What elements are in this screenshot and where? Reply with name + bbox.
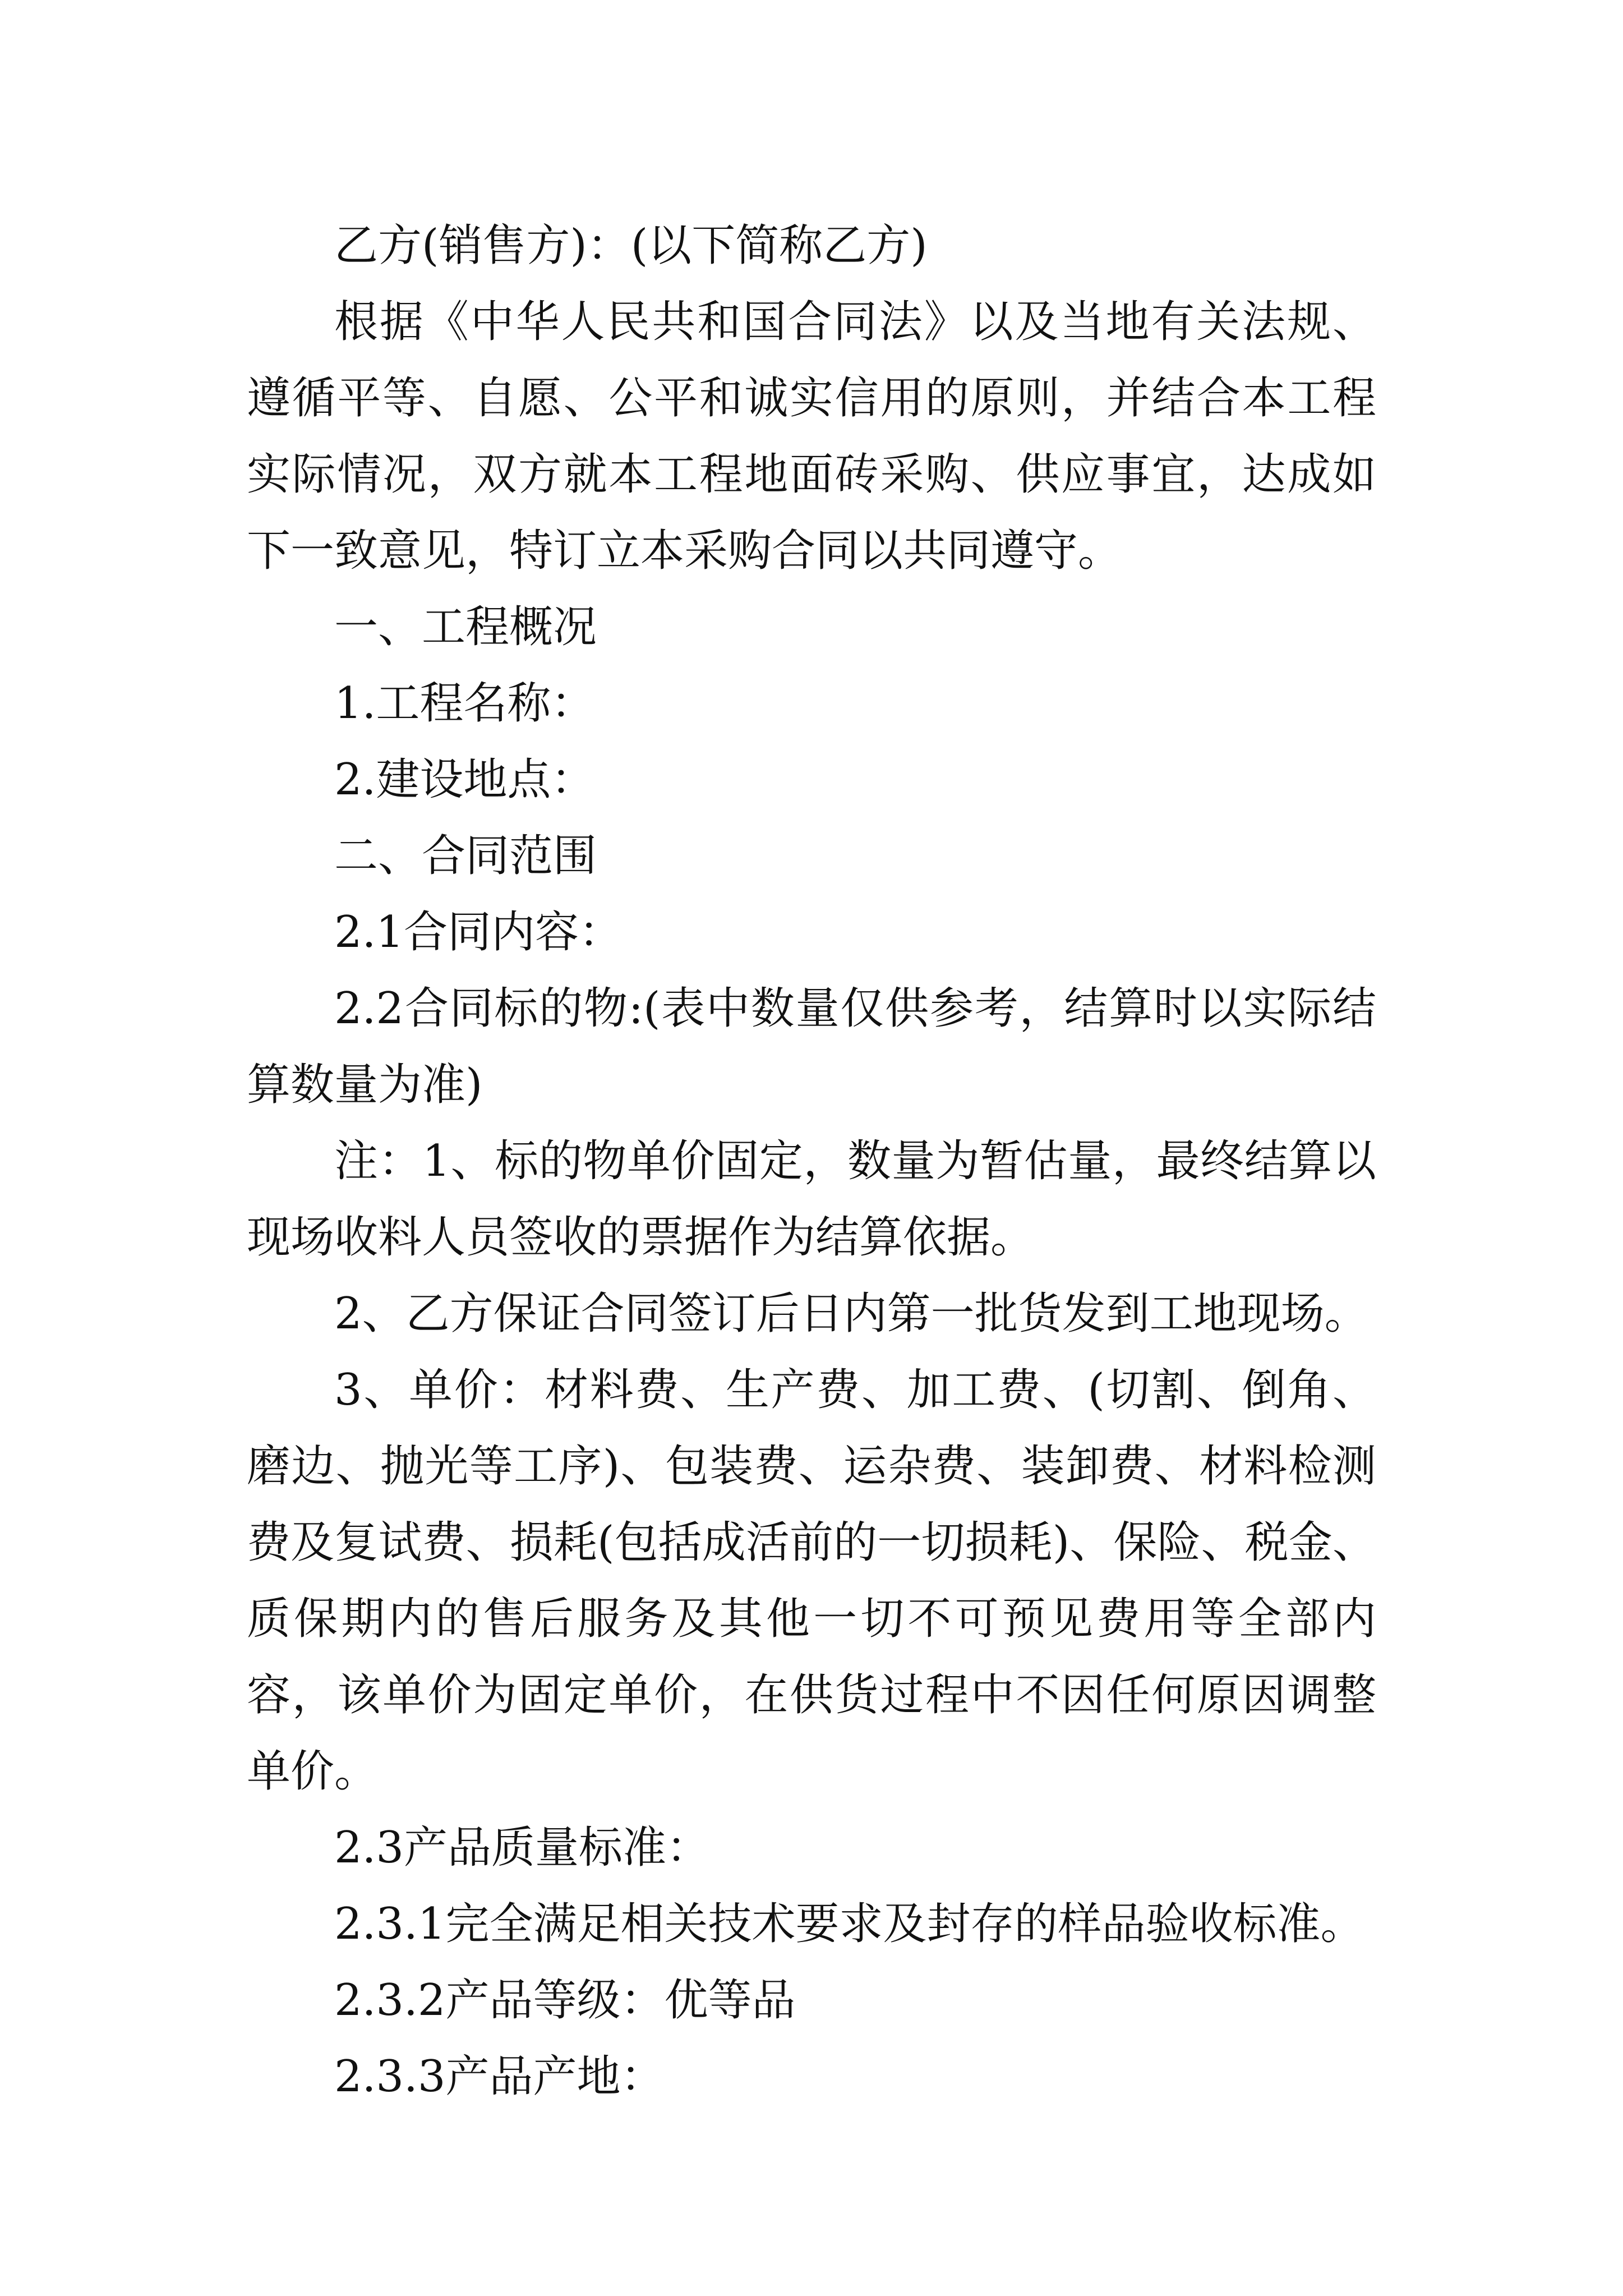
heading-quality-standard: 2.3产品质量标准： — [334, 1823, 711, 1873]
paragraph-construction-site: 2.建设地点： — [334, 754, 595, 805]
document-body — [247, 208, 1376, 2115]
paragraph-quality-2-3-2: 2.3.2产品等级：优等品 — [334, 1975, 796, 2026]
paragraph-quality-2-3-1: 2.3.1完全满足相关技术要求及封存的样品验收标准。 — [334, 1899, 1364, 1949]
heading-contract-scope: 二、合同范围 — [334, 831, 597, 881]
paragraph-preamble: 根据《中华人民共和国合同法》以及当地有关法规、遵循平等、自愿、公平和诚实信用的原则，并结合本工程实际情况，双方就本工程地面砖采购、供应事宜，达成如下一致意见，特订立本采购合同以共同遵守。 — [247, 297, 1376, 576]
paragraph-note-2: 2、乙方保证合同签订后日内第一批货发到工地现场。 — [334, 1289, 1368, 1339]
paragraph-note-3-unit-price: 3、单价：材料费、生产费、加工费、(切割、倒角、磨边、抛光等工序)、包装费、运杂费、装卸费、材料检测费及复试费、损耗(包括成活前的一切损耗)、保险、税金、质保期内的售后服务及其他一切不可预见费用等全部内容，该单价为固定单价，在供货过程中不因任何原因调整单价。 — [247, 1365, 1376, 1797]
heading-project-overview: 一、工程概况 — [334, 602, 597, 652]
paragraph-project-name: 1.工程名称： — [334, 678, 595, 729]
paragraph-contract-subject: 2.2合同标的物:(表中数量仅供参考，结算时以实际结算数量为准) — [247, 983, 1376, 1110]
paragraph-party-b: 乙方(销售方)：(以下简称乙方) — [334, 220, 928, 271]
paragraph-quality-2-3-3: 2.3.3产品产地： — [334, 2051, 665, 2102]
paragraph-note-1: 注：1、标的物单价固定，数量为暂估量，最终结算以现场收料人员签收的票据作为结算依据。 — [247, 1136, 1376, 1263]
paragraph-contract-content: 2.1合同内容： — [334, 907, 623, 958]
